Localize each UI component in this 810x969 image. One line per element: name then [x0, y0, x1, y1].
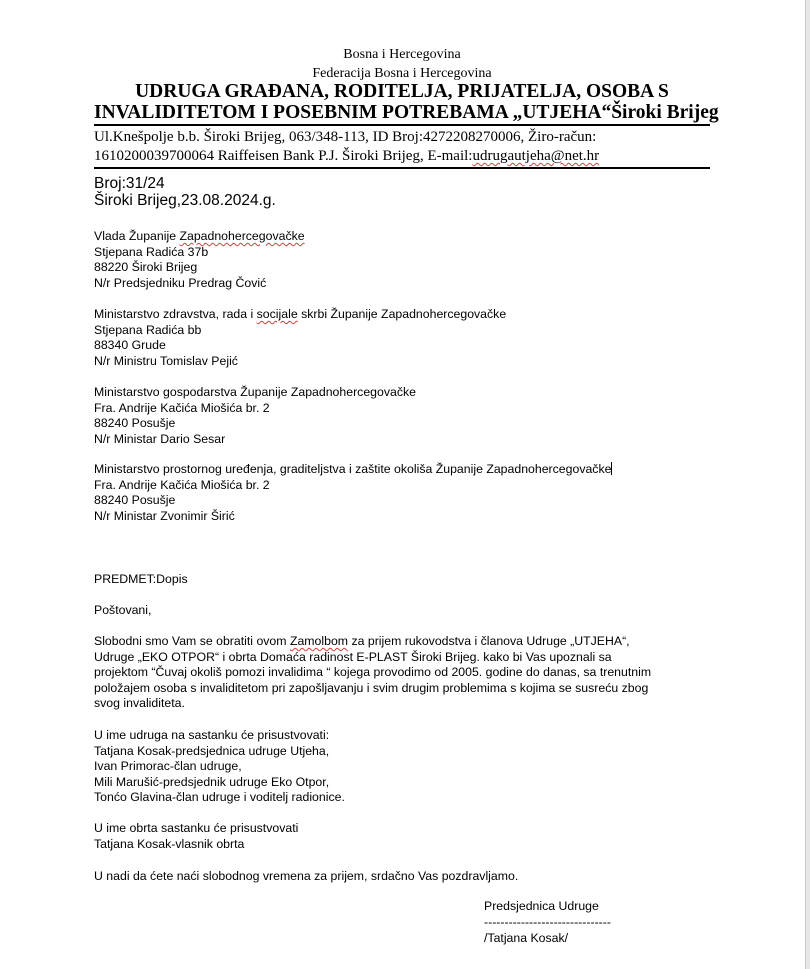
- recipient-line: Ministarstvo zdravstva, rada i socijale skrbi Županije Zapadnohercegovačke: [94, 307, 507, 321]
- letterhead-organization: [94, 81, 719, 126]
- subject-line: PREDMET:Dopis: [94, 572, 188, 586]
- recipient-line: 88240 Posušje: [94, 416, 176, 430]
- recipient-line-word: socijale: [256, 307, 298, 321]
- recipient-line: Stjepana Radića bb: [94, 322, 202, 337]
- org-name-line-2: INVALIDITETOM I POSEBNIM POTREBAMA „UTJEHA“Široki Brijeg: [94, 102, 719, 123]
- business-line: U ime obrta sastanku će prisustvovati: [94, 821, 299, 835]
- contact-email: udrugautjeha@net.hr: [472, 148, 600, 164]
- letterhead-contact: [94, 126, 710, 169]
- reference-number: Broj:31/24: [94, 175, 165, 192]
- letterhead-country: Bosna i Hercegovina: [343, 47, 461, 62]
- recipient-line-text: Ministarstvo prostornog uređenja, graditeljstva i zaštite okoliša Županije Zapadnohercegovačke: [94, 462, 612, 476]
- text-cursor: [611, 462, 612, 475]
- letterhead: [94, 45, 719, 169]
- recipient-line: 88240 Posušje: [94, 493, 176, 507]
- signature-title: Predsjednica Udruge: [484, 899, 599, 913]
- recipient-line: Stjepana Radića 37b: [94, 244, 209, 259]
- recipient-line: Fra. Andrije Kačića Miošića br. 2: [94, 477, 270, 492]
- business-line: Tatjana Kosak-vlasnik obrta: [94, 836, 245, 851]
- recipient-line: N/r Predsjedniku Predrag Čović: [94, 275, 267, 290]
- place-date: Široki Brijeg,23.08.2024.g.: [94, 192, 276, 209]
- recipient-4: [94, 462, 612, 524]
- letter-meta: [94, 175, 276, 209]
- recipient-line: Ministarstvo gospodarstva Županije Zapadnohercegovačke: [94, 385, 416, 399]
- recipient-1: [94, 229, 305, 291]
- associations-block: [94, 728, 345, 806]
- recipient-3: [94, 385, 416, 447]
- contact-line-2: [94, 147, 710, 166]
- recipient-line-word: Zapadnohercegovačke: [179, 229, 305, 243]
- signature-line: -------------------------------: [484, 915, 611, 929]
- contact-line-2-text: 1610200039700064 Raiffeisen Bank P.J. Široki Brijeg, E-mail:: [94, 148, 473, 164]
- business-block: [94, 821, 298, 852]
- associations-line: U ime udruga na sastanku će prisustvovati:: [94, 728, 330, 742]
- recipient-line: 88220 Široki Brijeg: [94, 260, 198, 274]
- recipient-line: Vlada Županije Zapadnohercegovačke: [94, 229, 305, 243]
- associations-line: Ivan Primorac-član udruge,: [94, 759, 242, 773]
- page-edge: [805, 0, 810, 969]
- body-line: Slobodni smo Vam se obratiti ovom Zamolbom za prijem rukovodstva i članova Udruge „UTJEHA“,: [94, 634, 630, 648]
- recipient-line: Fra. Andrije Kačića Miošića br. 2: [94, 400, 270, 415]
- org-name-line-1: UDRUGA GRAĐANA, RODITELJA, PRIJATELJA, OSOBA S: [135, 81, 669, 102]
- associations-line: Tatjana Kosak-predsjednica udruge Utjeha,: [94, 743, 330, 758]
- associations-line: Tonćo Glavina-član udruge i voditelj radionice.: [94, 790, 345, 804]
- body-line: projektom “Čuvaj okoliš pomozi invalidima “ kojega provodimo od 2005. godine do danas, sa trenutnim: [94, 665, 652, 679]
- recipient-line: [94, 462, 612, 478]
- recipient-line: N/r Ministar Zvonimir Širić: [94, 508, 235, 523]
- signature-name: /Tatjana Kosak/: [484, 931, 569, 945]
- greeting: Poštovani,: [94, 603, 152, 617]
- body-paragraph: [94, 634, 651, 712]
- body-line: svog invaliditeta.: [94, 696, 185, 710]
- recipient-line: 88340 Grude: [94, 338, 166, 352]
- body-line: Udruge „EKO OTPOR“ i obrta Domaća radinost E-PLAST Široki Brijeg. kako bi Vas upoznali sa: [94, 649, 612, 664]
- contact-line-1: Ul.Knešpolje b.b. Široki Brijeg, 063/348-113, ID Broj:4272208270006, Žiro-račun:: [94, 129, 597, 145]
- body-line: položajem osoba s invaliditetom pri zapošljavanju i svim drugim problemima s kojima se susreću zbog: [94, 680, 649, 695]
- recipient-line: N/r Ministar Dario Sesar: [94, 431, 226, 446]
- body-word: Zamolbom: [289, 634, 349, 648]
- associations-line: Mili Marušić-predsjednik udruge Eko Otpor,: [94, 774, 330, 789]
- closing-line: U nadi da ćete naći slobodnog vremena za prijem, srdačno Vas pozdravljamo.: [94, 869, 519, 883]
- recipient-line: N/r Ministru Tomislav Pejić: [94, 353, 238, 368]
- letterhead-federation: Federacija Bosna i Hercegovina: [312, 66, 492, 81]
- recipient-2: [94, 307, 506, 369]
